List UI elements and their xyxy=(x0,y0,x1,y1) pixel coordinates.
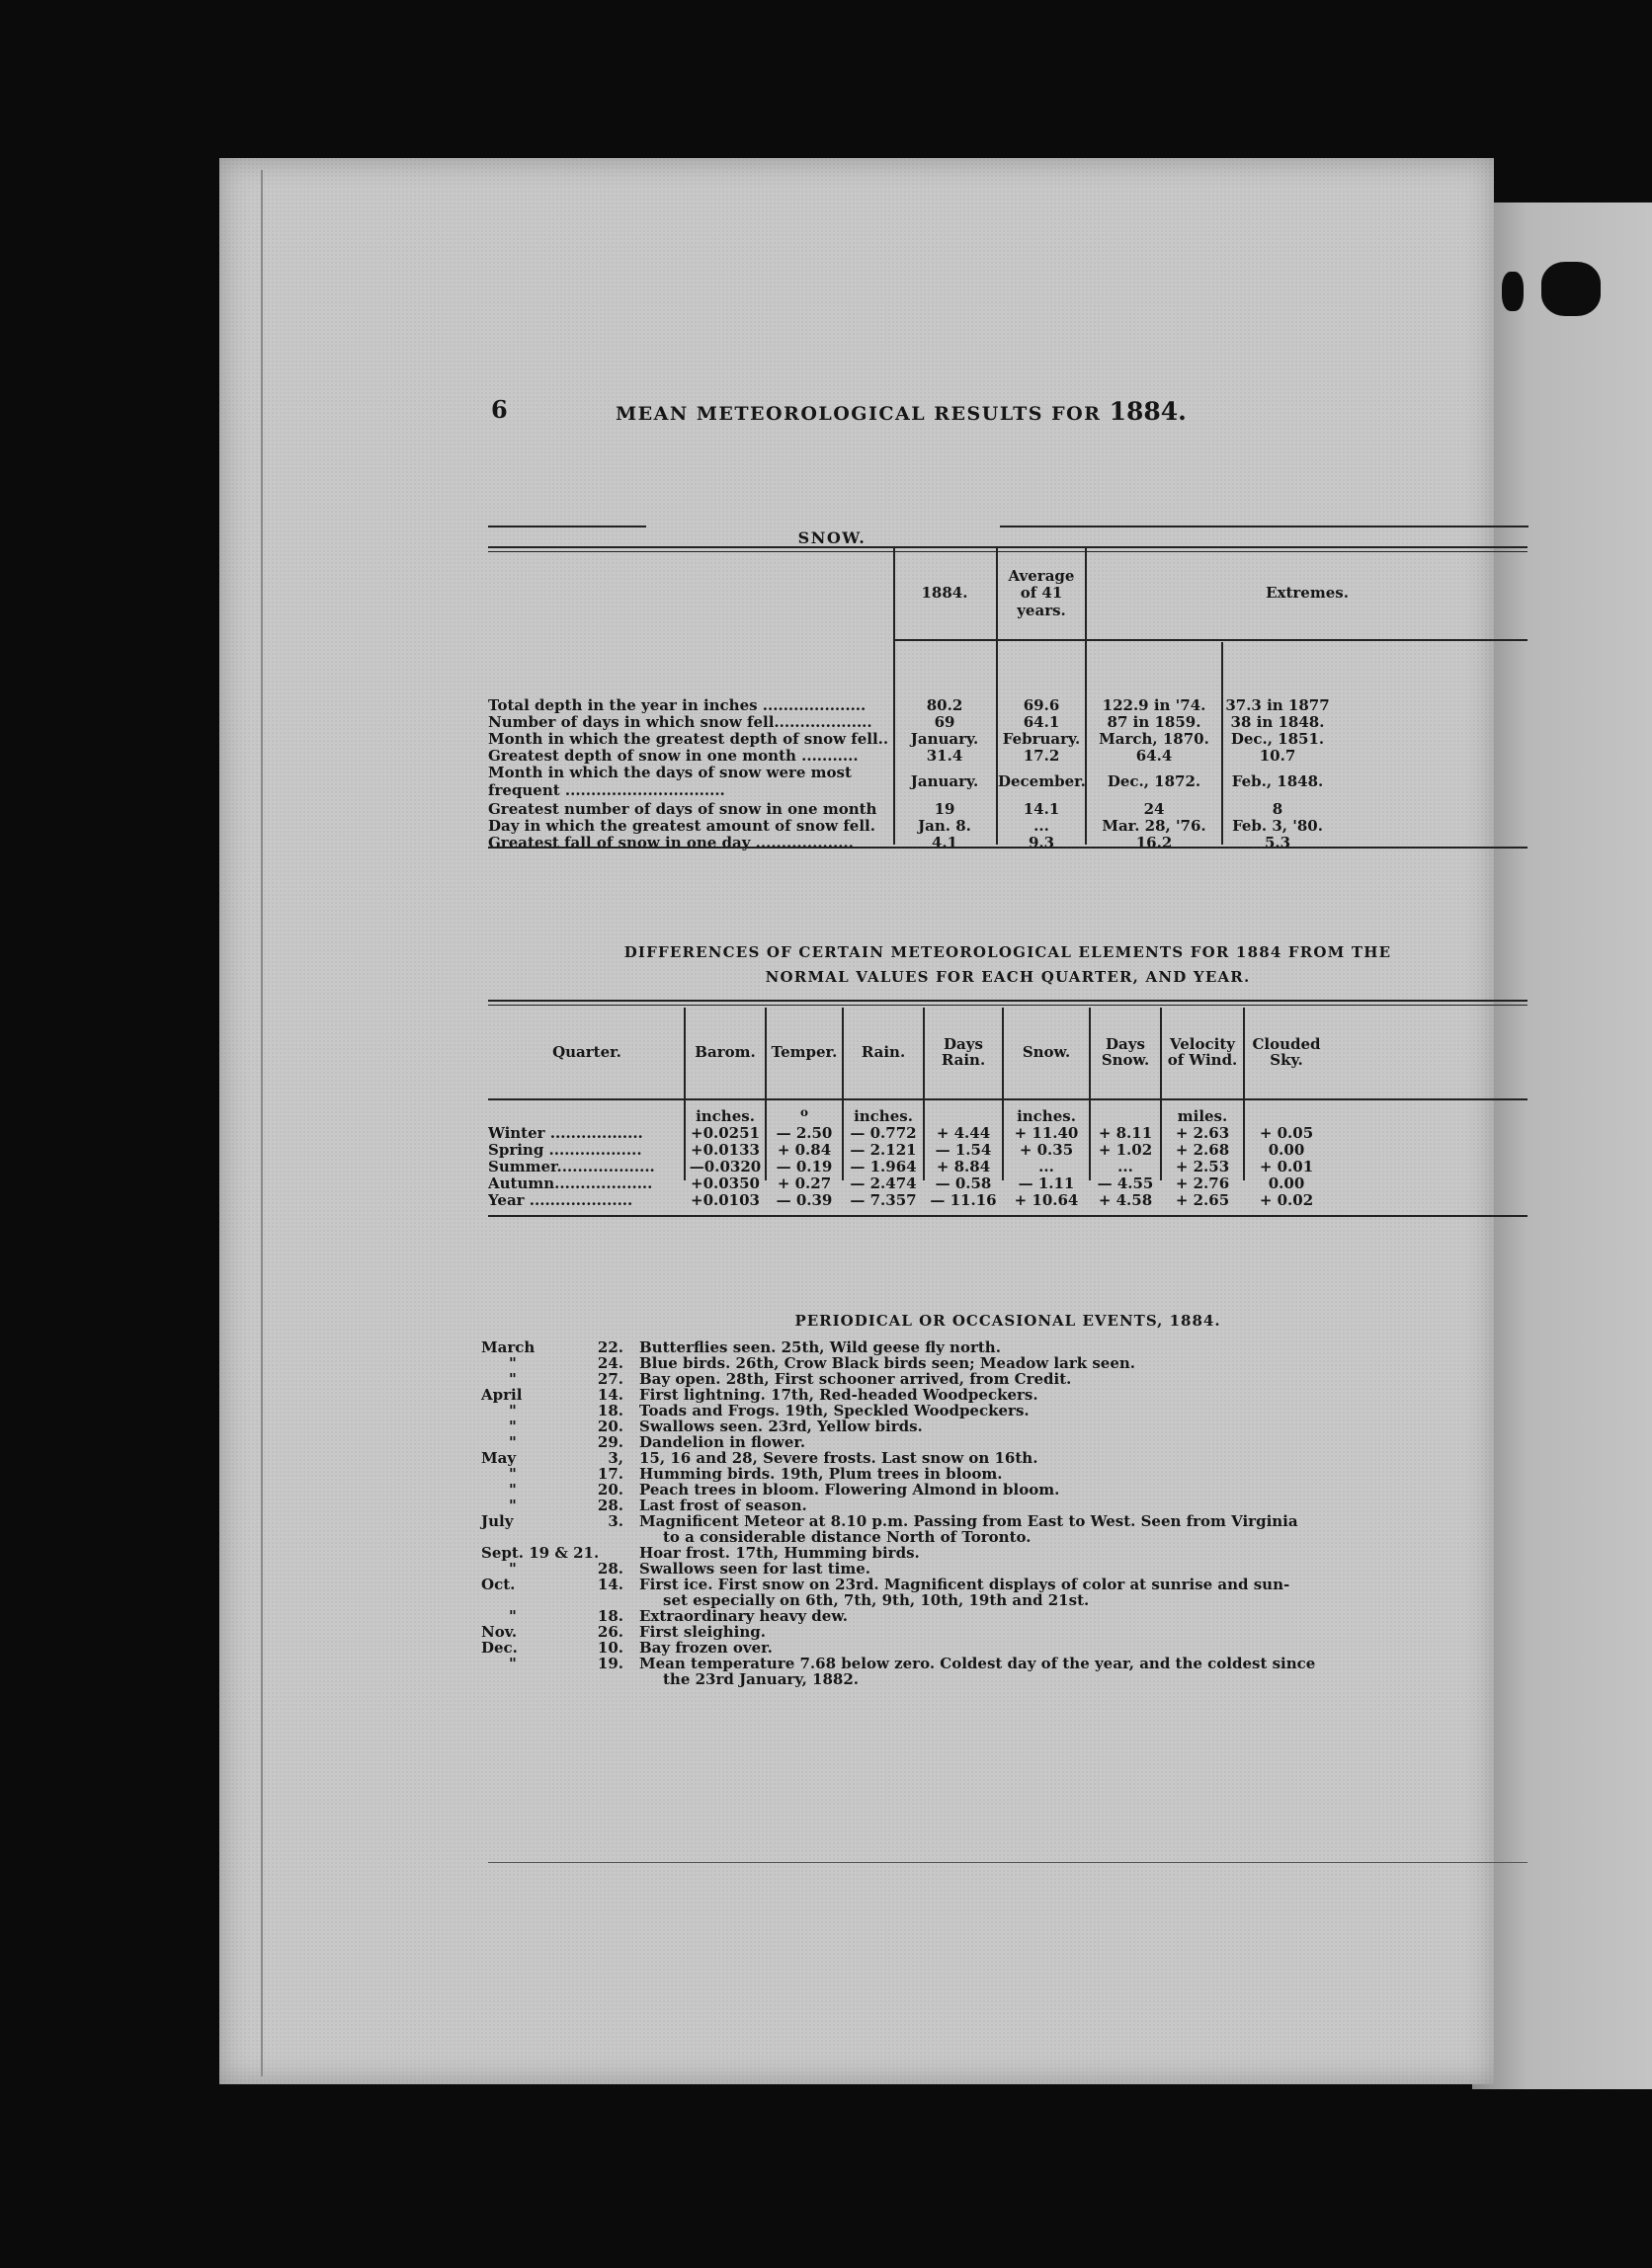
event-item xyxy=(481,1545,1528,1561)
diff-rain: — 7.357 xyxy=(850,1191,917,1209)
snow-value-extreme-low: 38 in 1848. xyxy=(1230,713,1325,731)
diff-sky: + 0.02 xyxy=(1259,1191,1314,1209)
differences-title-line2: NORMAL VALUES FOR EACH QUARTER, AND YEAR. xyxy=(765,968,1251,986)
snow-table-bottom-rule xyxy=(488,847,1528,849)
diff-wind: + 2.76 xyxy=(1175,1174,1230,1192)
snow-value-average: December. xyxy=(998,772,1086,790)
event-month: " xyxy=(509,1607,517,1625)
snow-row xyxy=(488,800,1528,818)
snow-value-extreme-low: 10.7 xyxy=(1259,747,1296,765)
snow-value-1884: 31.4 xyxy=(926,747,963,765)
diff-sky: 0.00 xyxy=(1268,1174,1305,1192)
diff-days-snow: + 4.58 xyxy=(1098,1191,1153,1209)
event-text-continued: to a considerable distance North of Toronto. xyxy=(663,1528,1032,1546)
differences-header-rule xyxy=(488,1098,1528,1100)
event-text: Humming birds. 19th, Plum trees in bloom. xyxy=(639,1465,1003,1483)
page-number: 6 xyxy=(491,395,508,424)
event-text: First sleighing. xyxy=(639,1623,766,1641)
snow-col-1884: 1884. xyxy=(921,584,968,603)
diff-row xyxy=(488,1142,1528,1159)
diff-barom: +0.0103 xyxy=(691,1191,760,1209)
differences-top-rule xyxy=(488,1000,1528,1006)
event-item xyxy=(481,1450,1528,1466)
snow-col-extremes: Extremes. xyxy=(1266,584,1349,603)
event-month: Nov. xyxy=(481,1623,518,1641)
event-text: Swallows seen. 23rd, Yellow birds. xyxy=(639,1418,923,1435)
event-day: 22. xyxy=(597,1338,623,1356)
diff-row-quarter: Autumn................... xyxy=(488,1175,653,1192)
diff-row-quarter: Year .................... xyxy=(488,1192,633,1209)
event-month: July xyxy=(481,1512,514,1530)
diff-rain: — 2.121 xyxy=(850,1141,917,1159)
snow-value-average: 17.2 xyxy=(1023,747,1060,765)
event-text: Extraordinary heavy dew. xyxy=(639,1607,848,1625)
differences-title-line1: DIFFERENCES OF CERTAIN METEOROLOGICAL ELEMENTS FOR 1884 FROM THE xyxy=(623,943,1392,961)
event-month: " xyxy=(509,1354,517,1372)
event-day: 26. xyxy=(597,1623,623,1641)
snow-value-1884: 80.2 xyxy=(926,696,963,714)
diff-row xyxy=(488,1175,1528,1192)
snow-value-extreme-low: Feb., 1848. xyxy=(1231,772,1324,790)
event-item xyxy=(481,1561,1528,1577)
event-day: 29. xyxy=(597,1433,623,1451)
snow-value-extreme-low: Dec., 1851. xyxy=(1230,730,1325,748)
snow-value-1884: 69 xyxy=(934,713,955,731)
event-item xyxy=(481,1371,1528,1387)
diff-days-snow: + 1.02 xyxy=(1098,1141,1153,1159)
diff-unit-rain: inches. xyxy=(854,1107,913,1125)
event-day: 17. xyxy=(597,1465,623,1483)
event-month: " xyxy=(509,1402,517,1419)
snow-col-average: Average of 41 years. xyxy=(1008,567,1075,619)
diff-barom: +0.0350 xyxy=(691,1174,760,1192)
event-day: 14. xyxy=(597,1576,623,1593)
event-item xyxy=(481,1387,1528,1403)
snow-row-label: Greatest number of days of snow in one month xyxy=(488,800,877,818)
event-text-continued: set especially on 6th, 7th, 9th, 10th, 19th and 21st. xyxy=(663,1591,1090,1609)
snow-row-label: Total depth in the year in inches .................... xyxy=(488,696,867,714)
snow-row xyxy=(488,747,1528,765)
event-day: 19. xyxy=(597,1655,623,1672)
snow-value-average: February. xyxy=(1002,730,1081,748)
diff-unit-temper: o xyxy=(799,1105,808,1119)
snow-value-extreme-high: Dec., 1872. xyxy=(1107,772,1201,790)
diff-rain: — 1.964 xyxy=(850,1158,917,1175)
event-item xyxy=(481,1339,1528,1355)
diff-header-wind: Velocity of Wind. xyxy=(1167,1034,1238,1069)
diff-rain: — 2.474 xyxy=(850,1174,917,1192)
snow-value-extreme-high: March, 1870. xyxy=(1099,730,1209,748)
event-text: Swallows seen for last time. xyxy=(639,1560,870,1578)
event-text: Dandelion in flower. xyxy=(639,1433,806,1451)
event-text: Last frost of season. xyxy=(639,1497,807,1514)
snow-value-extreme-high: 64.4 xyxy=(1135,747,1173,765)
event-item xyxy=(481,1355,1528,1371)
event-month: " xyxy=(509,1481,517,1498)
diff-row-quarter: Spring .................. xyxy=(488,1142,642,1159)
diff-snow: + 10.64 xyxy=(1014,1191,1079,1209)
event-item xyxy=(481,1577,1528,1608)
snow-value-1884: 19 xyxy=(934,800,955,818)
event-day: 24. xyxy=(597,1354,623,1372)
event-item xyxy=(481,1403,1528,1418)
diff-row xyxy=(488,1159,1528,1175)
diff-snow: + 0.35 xyxy=(1019,1141,1074,1159)
snow-table-header xyxy=(488,548,1528,642)
diff-sky: + 0.01 xyxy=(1259,1158,1314,1175)
snow-row-label: Greatest depth of snow in one month ........... xyxy=(488,747,859,765)
snow-value-1884: Jan. 8. xyxy=(918,817,971,835)
snow-row-label: Month in which the days of snow were most frequent ............................... xyxy=(488,764,852,799)
event-day: 28. xyxy=(597,1497,623,1514)
diff-temper: — 0.39 xyxy=(776,1191,833,1209)
document-page xyxy=(219,158,1494,2084)
event-item xyxy=(481,1640,1528,1656)
event-text: Butterflies seen. 25th, Wild geese fly north. xyxy=(639,1338,1001,1356)
page-title-text: MEAN METEOROLOGICAL RESULTS FOR xyxy=(616,403,1102,425)
diff-temper: + 0.27 xyxy=(777,1174,832,1192)
snow-table xyxy=(488,548,1528,851)
event-day: 20. xyxy=(597,1481,623,1498)
snow-value-extreme-low: 8 xyxy=(1272,800,1283,818)
snow-value-average: 14.1 xyxy=(1023,800,1060,818)
diff-temper: — 0.19 xyxy=(776,1158,833,1175)
diff-barom: +0.0133 xyxy=(691,1141,760,1159)
diff-days-snow: — 4.55 xyxy=(1097,1174,1154,1192)
snow-title-rule xyxy=(1000,526,1528,527)
event-text: Peach trees in bloom. Flowering Almond in bloom. xyxy=(639,1481,1060,1498)
snow-value-extreme-high: 24 xyxy=(1143,800,1165,818)
event-text: First lightning. 17th, Red-headed Woodpeckers. xyxy=(639,1386,1038,1404)
event-month: " xyxy=(509,1560,517,1578)
ink-blot xyxy=(1541,262,1601,316)
snow-row-label: Greatest fall of snow in one day ................... xyxy=(488,834,854,851)
event-day: 28. xyxy=(597,1560,623,1578)
event-item xyxy=(481,1656,1528,1687)
event-text: Blue birds. 26th, Crow Black birds seen; Meadow lark seen. xyxy=(639,1354,1136,1372)
diff-header-quarter: Quarter. xyxy=(552,1042,621,1061)
event-item xyxy=(481,1482,1528,1498)
diff-sky: 0.00 xyxy=(1268,1141,1305,1159)
event-month: " xyxy=(509,1418,517,1435)
diff-days-rain: + 4.44 xyxy=(936,1124,991,1142)
snow-value-extreme-high: Mar. 28, '76. xyxy=(1102,817,1206,835)
event-day: 3. xyxy=(608,1512,623,1530)
event-month: " xyxy=(509,1655,517,1672)
page-title-year: 1884. xyxy=(1109,397,1187,426)
snow-value-1884: January. xyxy=(910,730,979,748)
snow-value-extreme-low: Feb. 3, '80. xyxy=(1232,817,1323,835)
events-list xyxy=(481,1339,1528,1687)
snow-row xyxy=(488,834,1528,851)
diff-rain: — 0.772 xyxy=(850,1124,917,1142)
diff-header-temper: Temper. xyxy=(771,1042,838,1061)
snow-row-label: Day in which the greatest amount of snow fell. xyxy=(488,817,875,835)
diff-row-quarter: Summer................... xyxy=(488,1159,655,1175)
snow-value-extreme-high: 122.9 in '74. xyxy=(1102,696,1206,714)
snow-value-1884: 4.1 xyxy=(931,834,958,851)
snow-value-1884: January. xyxy=(910,772,979,790)
diff-header-days-rain: Days Rain. xyxy=(941,1034,986,1069)
event-item xyxy=(481,1434,1528,1450)
snow-row xyxy=(488,817,1528,835)
ink-blot xyxy=(1502,272,1524,311)
diff-days-rain: — 11.16 xyxy=(930,1191,997,1209)
events-bottom-rule xyxy=(488,1862,1528,1863)
event-day: 14. xyxy=(597,1386,623,1404)
snow-value-extreme-low: 5.3 xyxy=(1264,834,1291,851)
diff-temper: + 0.84 xyxy=(777,1141,832,1159)
snow-value-average: 69.6 xyxy=(1023,696,1060,714)
events-title: PERIODICAL OR OCCASIONAL EVENTS, 1884. xyxy=(794,1312,1221,1330)
differences-bottom-rule xyxy=(488,1215,1528,1217)
diff-days-rain: + 8.84 xyxy=(936,1158,991,1175)
event-text: Magnificent Meteor at 8.10 p.m. Passing from East to West. Seen from Virginia xyxy=(639,1512,1298,1530)
event-month: " xyxy=(509,1370,517,1388)
diff-wind: + 2.65 xyxy=(1175,1191,1230,1209)
diff-days-snow: + 8.11 xyxy=(1098,1124,1153,1142)
snow-row xyxy=(488,696,1528,714)
event-item xyxy=(481,1624,1528,1640)
diff-header-barom: Barom. xyxy=(695,1042,756,1061)
snow-row xyxy=(488,730,1528,748)
diff-wind: + 2.53 xyxy=(1175,1158,1230,1175)
snow-row xyxy=(488,764,1528,799)
diff-unit-wind: miles. xyxy=(1177,1107,1228,1125)
event-item xyxy=(481,1608,1528,1624)
event-month: Dec. xyxy=(481,1639,518,1657)
diff-snow: — 1.11 xyxy=(1018,1174,1075,1192)
event-text: Toads and Frogs. 19th, Speckled Woodpeckers. xyxy=(639,1402,1030,1419)
diff-row xyxy=(488,1125,1528,1142)
event-item xyxy=(481,1513,1528,1545)
diff-row xyxy=(488,1192,1528,1209)
diff-sky: + 0.05 xyxy=(1259,1124,1314,1142)
snow-row-label: Number of days in which snow fell................... xyxy=(488,713,872,731)
diff-days-snow: ... xyxy=(1117,1158,1133,1175)
snow-value-average: ... xyxy=(1033,817,1049,835)
event-text: First ice. First snow on 23rd. Magnificent displays of color at sunrise and sun- xyxy=(639,1576,1290,1593)
diff-snow: ... xyxy=(1038,1158,1054,1175)
event-day: 10. xyxy=(597,1639,623,1657)
event-day: 18. xyxy=(597,1402,623,1419)
diff-unit-snow: inches. xyxy=(1017,1107,1076,1125)
event-month: " xyxy=(509,1433,517,1451)
diff-snow: + 11.40 xyxy=(1014,1124,1079,1142)
event-day: 20. xyxy=(597,1418,623,1435)
event-day: 18. xyxy=(597,1607,623,1625)
event-month: Oct. xyxy=(481,1576,516,1593)
diff-row-quarter: Winter .................. xyxy=(488,1125,643,1142)
page-title xyxy=(219,397,1494,426)
diff-barom: —0.0320 xyxy=(689,1158,762,1175)
snow-value-extreme-low: 37.3 in 1877 xyxy=(1225,696,1330,714)
event-text: Bay frozen over. xyxy=(639,1639,773,1657)
event-month: March xyxy=(481,1338,536,1356)
snow-value-extreme-high: 87 in 1859. xyxy=(1107,713,1201,731)
diff-barom: +0.0251 xyxy=(691,1124,760,1142)
snow-row-label: Month in which the greatest depth of snow fell.. xyxy=(488,730,889,748)
snow-value-average: 9.3 xyxy=(1028,834,1055,851)
diff-wind: + 2.63 xyxy=(1175,1124,1230,1142)
diff-days-rain: — 0.58 xyxy=(935,1174,992,1192)
event-month: April xyxy=(481,1386,523,1404)
snow-value-extreme-high: 16.2 xyxy=(1135,834,1173,851)
diff-header-sky: Clouded Sky. xyxy=(1252,1034,1321,1069)
event-day: 3, xyxy=(608,1449,623,1467)
event-item xyxy=(481,1418,1528,1434)
event-text: Hoar frost. 17th, Humming birds. xyxy=(639,1544,920,1562)
snow-title-rule xyxy=(488,526,646,527)
snow-section-title: SNOW. xyxy=(797,528,867,547)
diff-header-rain: Rain. xyxy=(861,1042,906,1061)
diff-header-days-snow: Days Snow. xyxy=(1101,1034,1150,1069)
event-month: " xyxy=(509,1465,517,1483)
diff-unit-barom: inches. xyxy=(696,1107,755,1125)
event-month: Sept. 19 & 21. xyxy=(481,1544,600,1562)
event-text-continued: the 23rd January, 1882. xyxy=(663,1670,860,1688)
event-text: Bay open. 28th, First schooner arrived, from Credit. xyxy=(639,1370,1072,1388)
event-day: 27. xyxy=(597,1370,623,1388)
event-month: May xyxy=(481,1449,517,1467)
event-text: Mean temperature 7.68 below zero. Coldest day of the year, and the coldest since xyxy=(639,1655,1316,1672)
event-text: 15, 16 and 28, Severe frosts. Last snow on 16th. xyxy=(639,1449,1038,1467)
diff-header-snow: Snow. xyxy=(1022,1042,1071,1061)
event-month: " xyxy=(509,1497,517,1514)
snow-row xyxy=(488,713,1528,731)
diff-wind: + 2.68 xyxy=(1175,1141,1230,1159)
snow-value-average: 64.1 xyxy=(1023,713,1060,731)
snow-header-rule xyxy=(895,639,1528,641)
diff-days-rain: — 1.54 xyxy=(935,1141,992,1159)
event-item xyxy=(481,1498,1528,1513)
event-item xyxy=(481,1466,1528,1482)
diff-temper: — 2.50 xyxy=(776,1124,833,1142)
